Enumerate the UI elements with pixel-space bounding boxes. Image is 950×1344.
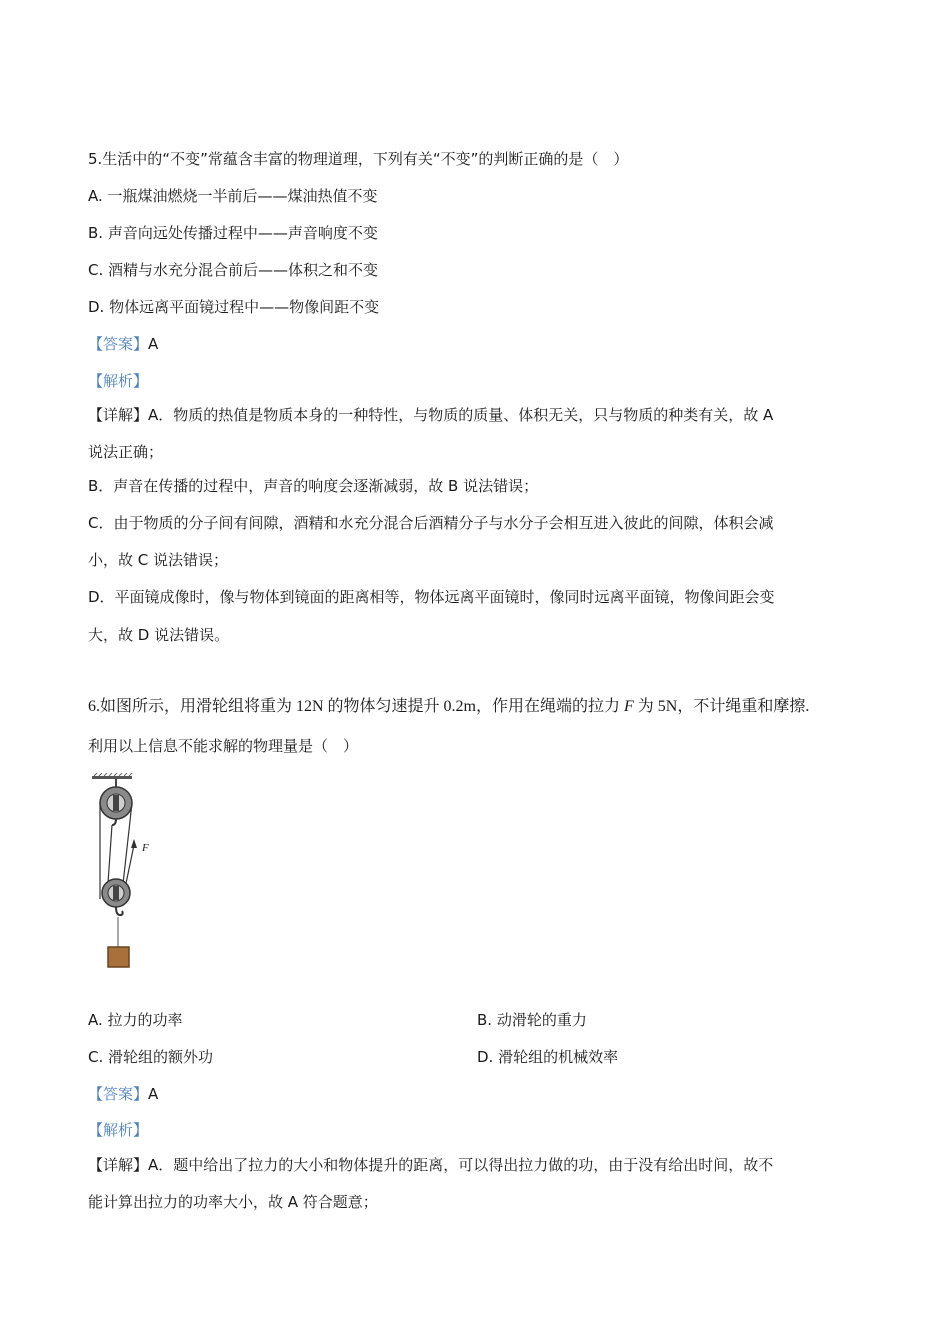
- q6-detail-tag: 【详解】: [88, 1156, 149, 1174]
- q5-answer-tag: 【答案】: [88, 335, 149, 353]
- force-label: F: [142, 842, 149, 854]
- q5-detail-tag: 【详解】: [88, 406, 149, 424]
- force-arrow-head: [131, 839, 137, 848]
- movable-pulley-hook: [116, 907, 123, 915]
- q5-detail-line-6: D．平面镜成像时，像与物体到镜面的距离相等，物体远离平面镜时，像同时远离平面镜，物像间距会变: [88, 588, 775, 606]
- q5-option-b: B. 声音向远处传播过程中——声音响度不变: [88, 224, 378, 242]
- q6-option-b: B. 动滑轮的重力: [477, 1011, 587, 1029]
- q5-option-a: A. 一瓶煤油燃烧一半前后——煤油热值不变: [88, 187, 378, 205]
- q5-detail-line-7: 大，故 D 说法错误。: [88, 626, 230, 644]
- fixed-pulley-axle: [113, 795, 119, 811]
- q5-detail-line-2: 说法正确；: [88, 443, 164, 461]
- force-symbol: F: [624, 698, 634, 715]
- q6-option-c: C. 滑轮组的额外功: [88, 1048, 214, 1066]
- q5-detail-line-3: B．声音在传播的过程中，声音的响度会逐渐减弱，故 B 说法错误；: [88, 477, 539, 495]
- ceiling-bar: [92, 776, 132, 779]
- pulley-diagram: [88, 773, 168, 973]
- q6-question-line2: 利用以上信息不能求解的物理量是（ ）: [88, 737, 359, 755]
- rope-middle: [108, 825, 112, 883]
- q5-detail-line-4: C．由于物质的分子间有间隙，酒精和水充分混合后酒精分子与水分子会相互进入彼此的间隙，体积会减: [88, 514, 774, 532]
- q6-analysis-tag: 【解析】: [88, 1121, 149, 1139]
- ceiling-hatch: [94, 773, 132, 776]
- q6-question: 6.如图所示，用滑轮组将重为 12N 的物体匀速提升 0.2m，作用在绳端的拉力 F 为 5N，不计绳重和摩擦.: [88, 698, 810, 715]
- q5-option-d: D. 物体远离平面镜过程中——物像间距不变: [88, 298, 380, 316]
- q6-answer: [88, 1084, 158, 1104]
- q5-analysis-tag: 【解析】: [88, 372, 149, 390]
- q6-answer-value: A: [148, 1085, 159, 1103]
- q6-answer-tag: 【答案】: [88, 1085, 149, 1103]
- q5-answer-value: A: [148, 335, 159, 353]
- movable-pulley-axle: [113, 886, 119, 900]
- load-box: [108, 947, 129, 967]
- q5-option-c: C. 酒精与水充分混合前后——体积之和不变: [88, 261, 379, 279]
- q5-detail-line-1: 【详解】A．物质的热值是物质本身的一种特性，与物质的质量、体积无关，只与物质的种类有关，故 A: [88, 406, 774, 424]
- q6-option-a: A. 拉力的功率: [88, 1011, 183, 1029]
- q5-answer: [88, 334, 158, 354]
- q6-detail-line-1: 【详解】A．题中给出了拉力的大小和物体提升的距离，可以得出拉力做的功，由于没有给出时间，故不: [88, 1156, 774, 1174]
- q5-detail-line-5: 小，故 C 说法错误；: [88, 551, 229, 569]
- q6-option-d: D. 滑轮组的机械效率: [477, 1048, 619, 1066]
- fixed-pulley-hook: [112, 819, 116, 825]
- q6-detail-line-2: 能计算出拉力的功率大小，故 A 符合题意；: [88, 1193, 378, 1211]
- q5-question: 5.生活中的“不变”常蕴含丰富的物理道理，下列有关“不变”的判断正确的是（ ）: [88, 150, 629, 168]
